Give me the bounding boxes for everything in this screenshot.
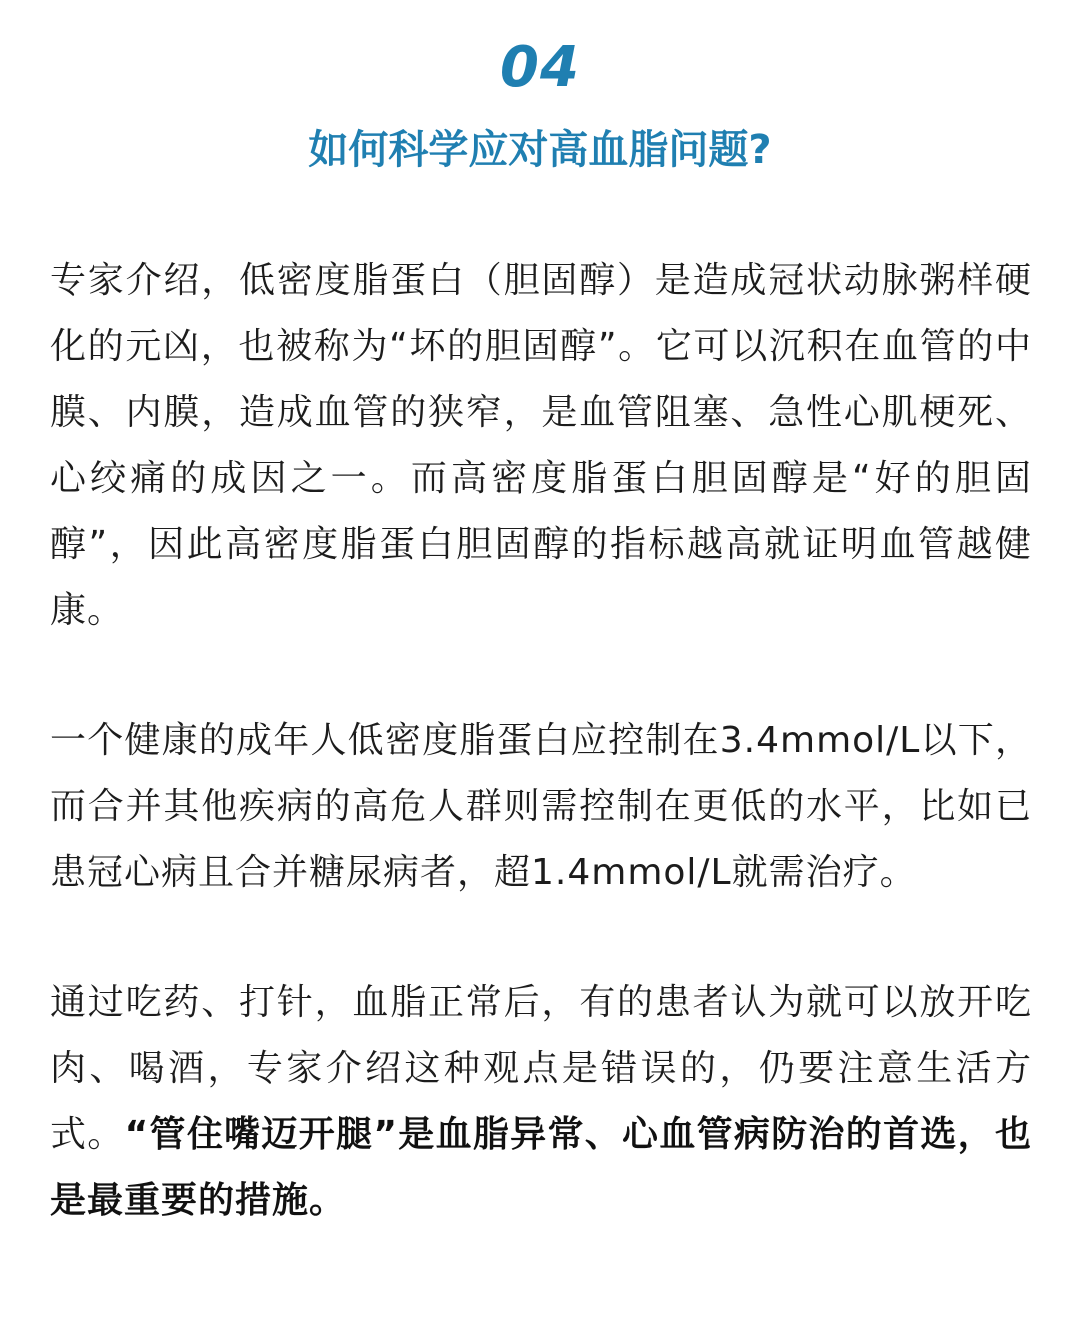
paragraph-ldl-targets: 一个健康的成年人低密度脂蛋白应控制在3.4mmol/L以下，而合并其他疾病的高危人群则需控制在更低的水平，比如已患冠心病且合并糖尿病者，超1.4mmol/L就需治疗。 bbox=[50, 720, 1032, 893]
section-title: 如何科学应对高血脂问题? bbox=[308, 127, 772, 173]
section-number: 04 bbox=[500, 35, 580, 100]
lifestyle-key-advice: “管住嘴迈开腿”是血脂异常、心血管病防治的首选，也是最重要的措施。 bbox=[50, 1114, 1032, 1221]
article-body bbox=[50, 248, 1032, 1234]
lifestyle-text: 通过吃药、打针，血脂正常后，有的患者认为就可以放开吃肉、喝酒，专家介绍这种观点是错误的，仍要注意生活方式。 bbox=[50, 982, 1032, 1155]
paragraph-lifestyle bbox=[50, 970, 1032, 1234]
paragraph-ldl-intro: 专家介绍，低密度脂蛋白（胆固醇）是造成冠状动脉粥样硬化的元凶，也被称为“坏的胆固醇”。它可以沉积在血管的中膜、内膜，造成血管的狭窄，是血管阻塞、急性心肌梗死、心绞痛的成因之一。而高密度脂蛋白胆固醇是“好的胆固醇”，因此高密度脂蛋白胆固醇的指标越高就证明血管越健康。 bbox=[50, 260, 1032, 631]
